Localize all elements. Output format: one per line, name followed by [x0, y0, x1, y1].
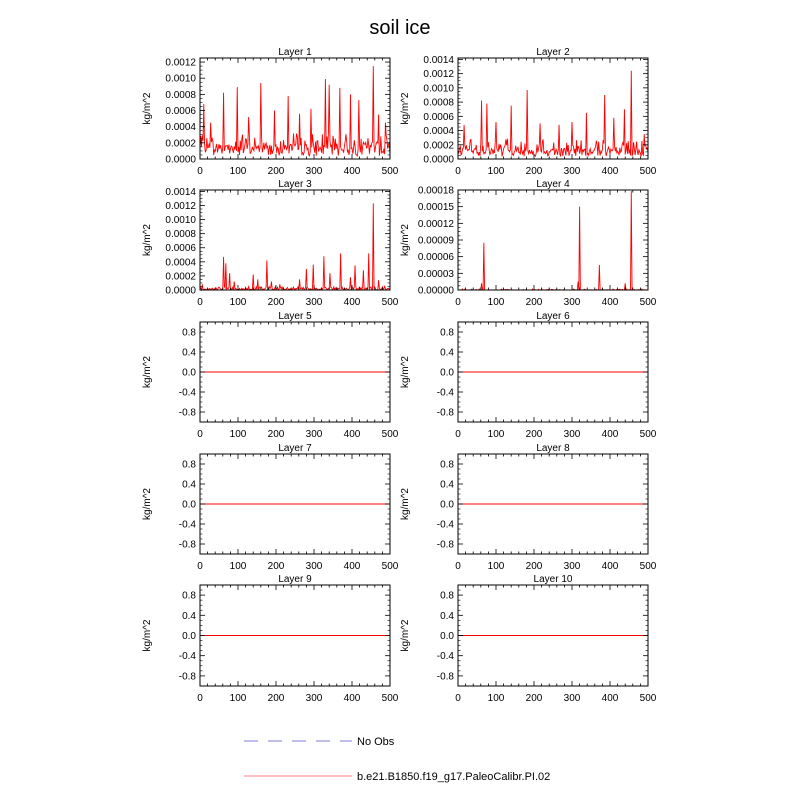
x-tick-label: 200 [267, 166, 285, 177]
y-tick-label: 0.0006 [423, 111, 454, 123]
y-tick-label: 0.0000 [165, 154, 196, 166]
y-tick-label: 0.0002 [165, 271, 196, 283]
x-tick-label: 400 [601, 429, 619, 440]
y-axis-label: kg/m^2 [142, 619, 153, 652]
y-tick-label: 0.0000 [165, 285, 196, 297]
y-tick-label: 0.0 [440, 499, 454, 511]
y-tick-label: 0.0014 [165, 186, 196, 198]
legend-label-model: b.e21.B1850.f19_g17.PaleoCalibr.PI.02 [357, 771, 551, 783]
x-tick-label: 0 [197, 561, 203, 572]
panel-3 [142, 179, 399, 308]
x-tick-label: 300 [563, 693, 581, 704]
x-tick-label: 100 [487, 297, 505, 308]
x-tick-label: 400 [343, 297, 361, 308]
x-tick-label: 400 [343, 166, 361, 177]
x-tick-label: 500 [381, 693, 399, 704]
x-tick-label: 500 [381, 561, 399, 572]
y-tick-label: -0.8 [436, 539, 454, 551]
x-tick-label: 400 [601, 693, 619, 704]
x-tick-label: 500 [639, 297, 657, 308]
x-tick-label: 500 [381, 297, 399, 308]
panel-6 [400, 311, 657, 440]
x-tick-label: 300 [305, 693, 323, 704]
y-axis-label: kg/m^2 [400, 356, 411, 388]
x-tick-label: 400 [343, 693, 361, 704]
legend-label-no-obs: No Obs [357, 736, 395, 748]
y-tick-label: -0.8 [436, 407, 454, 419]
y-tick-label: -0.8 [178, 671, 196, 683]
x-tick-label: 200 [525, 166, 543, 177]
x-tick-label: 200 [267, 429, 285, 440]
y-tick-label: 0.0008 [165, 89, 196, 101]
y-tick-label: 0.4 [440, 347, 454, 359]
y-tick-label: 0.00012 [417, 218, 454, 230]
panel-title: Layer 4 [536, 179, 570, 190]
x-tick-label: 0 [197, 166, 203, 177]
y-axis-label: kg/m^2 [400, 488, 411, 520]
y-axis-label: kg/m^2 [142, 92, 153, 125]
y-tick-label: 0.8 [182, 459, 196, 471]
x-tick-label: 200 [525, 429, 543, 440]
y-tick-label: 0.8 [182, 327, 196, 339]
y-tick-label: 0.0 [182, 631, 196, 642]
x-tick-label: 0 [455, 297, 461, 308]
x-tick-label: 0 [455, 561, 461, 572]
y-tick-label: 0.0010 [165, 73, 196, 85]
x-tick-label: 100 [229, 297, 247, 308]
x-tick-label: 100 [229, 561, 247, 572]
y-tick-label: 0.0010 [423, 83, 454, 95]
panel-9 [142, 574, 399, 704]
y-tick-label: -0.4 [436, 387, 454, 399]
panel-title: Layer 8 [536, 443, 570, 454]
plot-frame [200, 190, 390, 290]
panel-10 [400, 574, 657, 704]
y-tick-label: -0.8 [178, 407, 196, 419]
y-tick-label: -0.8 [178, 539, 196, 551]
panel-7 [142, 443, 399, 572]
x-tick-label: 300 [305, 561, 323, 572]
panel-5 [142, 311, 399, 440]
y-tick-label: 0.8 [440, 590, 454, 602]
x-tick-label: 300 [563, 429, 581, 440]
y-tick-label: 0.00006 [417, 252, 454, 264]
x-tick-label: 200 [267, 693, 285, 704]
x-tick-label: 300 [563, 166, 581, 177]
y-axis-label: kg/m^2 [142, 356, 153, 388]
y-tick-label: 0.00009 [417, 235, 454, 247]
x-tick-label: 300 [305, 166, 323, 177]
y-tick-label: 0.4 [182, 610, 196, 622]
plot-frame [458, 190, 648, 290]
y-axis-label: kg/m^2 [400, 92, 411, 125]
y-tick-label: 0.0010 [165, 215, 196, 227]
x-tick-label: 500 [639, 561, 657, 572]
x-tick-label: 0 [197, 429, 203, 440]
x-tick-label: 200 [267, 297, 285, 308]
panel-title: Layer 9 [278, 574, 312, 585]
y-tick-label: 0.0 [182, 367, 196, 379]
x-tick-label: 100 [487, 693, 505, 704]
panel-2 [400, 47, 657, 177]
y-tick-label: 0.0012 [423, 69, 454, 81]
x-tick-label: 100 [487, 561, 505, 572]
x-tick-label: 100 [487, 429, 505, 440]
y-tick-label: 0.0 [182, 499, 196, 511]
panel-title: Layer 1 [278, 47, 312, 58]
y-tick-label: 0.0014 [423, 54, 454, 66]
y-tick-label: 0.00018 [417, 185, 454, 197]
y-tick-label: 0.8 [440, 459, 454, 471]
series-line [458, 71, 648, 157]
panel-1 [142, 47, 399, 177]
y-tick-label: 0.00000 [417, 285, 454, 297]
y-tick-label: 0.4 [182, 347, 196, 359]
x-tick-label: 400 [343, 429, 361, 440]
y-tick-label: 0.4 [182, 479, 196, 491]
x-tick-label: 200 [525, 297, 543, 308]
y-tick-label: 0.8 [182, 590, 196, 602]
x-tick-label: 0 [455, 166, 461, 177]
x-tick-label: 0 [455, 429, 461, 440]
y-tick-label: 0.0006 [165, 243, 196, 255]
y-tick-label: 0.0002 [165, 138, 196, 150]
y-tick-label: 0.00015 [417, 202, 454, 214]
x-tick-label: 500 [639, 166, 657, 177]
y-tick-label: -0.4 [436, 519, 454, 531]
y-tick-label: -0.8 [436, 671, 454, 683]
x-tick-label: 100 [229, 166, 247, 177]
panel-title: Layer 2 [536, 47, 570, 58]
y-tick-label: 0.0008 [165, 229, 196, 241]
series-line [200, 66, 390, 156]
x-tick-label: 400 [601, 297, 619, 308]
legend [244, 736, 550, 783]
figure-title: soil ice [369, 17, 431, 39]
x-tick-label: 500 [639, 693, 657, 704]
y-tick-label: -0.4 [178, 651, 196, 663]
x-tick-label: 400 [343, 561, 361, 572]
y-tick-label: 0.0 [440, 631, 454, 642]
y-tick-label: -0.4 [178, 387, 196, 399]
y-tick-label: 0.0004 [165, 122, 196, 134]
panels [142, 47, 657, 704]
y-tick-label: -0.4 [436, 651, 454, 663]
panel-title: Layer 3 [278, 179, 312, 190]
x-tick-label: 500 [639, 429, 657, 440]
y-axis-label: kg/m^2 [400, 619, 411, 652]
x-tick-label: 100 [229, 693, 247, 704]
y-tick-label: 0.0004 [423, 126, 454, 138]
panel-title: Layer 7 [278, 443, 312, 454]
x-tick-label: 300 [563, 561, 581, 572]
y-axis-label: kg/m^2 [142, 224, 153, 256]
y-tick-label: 0.4 [440, 610, 454, 622]
panel-title: Layer 6 [536, 311, 570, 322]
x-tick-label: 0 [455, 693, 461, 704]
x-tick-label: 200 [525, 693, 543, 704]
x-tick-label: 400 [601, 561, 619, 572]
y-tick-label: 0.0 [440, 367, 454, 379]
y-tick-label: 0.00003 [417, 268, 454, 280]
x-tick-label: 300 [305, 429, 323, 440]
x-tick-label: 0 [197, 693, 203, 704]
x-tick-label: 100 [229, 429, 247, 440]
y-tick-label: 0.0012 [165, 57, 196, 69]
y-tick-label: 0.0002 [423, 140, 454, 152]
x-tick-label: 100 [487, 166, 505, 177]
panel-8 [400, 443, 657, 572]
y-tick-label: 0.0000 [423, 154, 454, 166]
x-tick-label: 0 [197, 297, 203, 308]
y-tick-label: 0.0012 [165, 200, 196, 212]
y-tick-label: 0.8 [440, 327, 454, 339]
series-line [200, 203, 390, 289]
x-tick-label: 400 [601, 166, 619, 177]
panel-4 [400, 179, 657, 308]
series-line [458, 191, 648, 290]
x-tick-label: 500 [381, 429, 399, 440]
y-axis-label: kg/m^2 [142, 488, 153, 520]
y-tick-label: 0.0006 [165, 106, 196, 118]
x-tick-label: 500 [381, 166, 399, 177]
x-tick-label: 200 [525, 561, 543, 572]
panel-title: Layer 10 [533, 574, 573, 585]
x-tick-label: 300 [305, 297, 323, 308]
y-tick-label: 0.0004 [165, 257, 196, 269]
x-tick-label: 200 [267, 561, 285, 572]
panel-title: Layer 5 [278, 311, 312, 322]
y-tick-label: 0.0008 [423, 97, 454, 109]
y-tick-label: 0.4 [440, 479, 454, 491]
y-axis-label: kg/m^2 [400, 224, 411, 256]
x-tick-label: 300 [563, 297, 581, 308]
y-tick-label: -0.4 [178, 519, 196, 531]
